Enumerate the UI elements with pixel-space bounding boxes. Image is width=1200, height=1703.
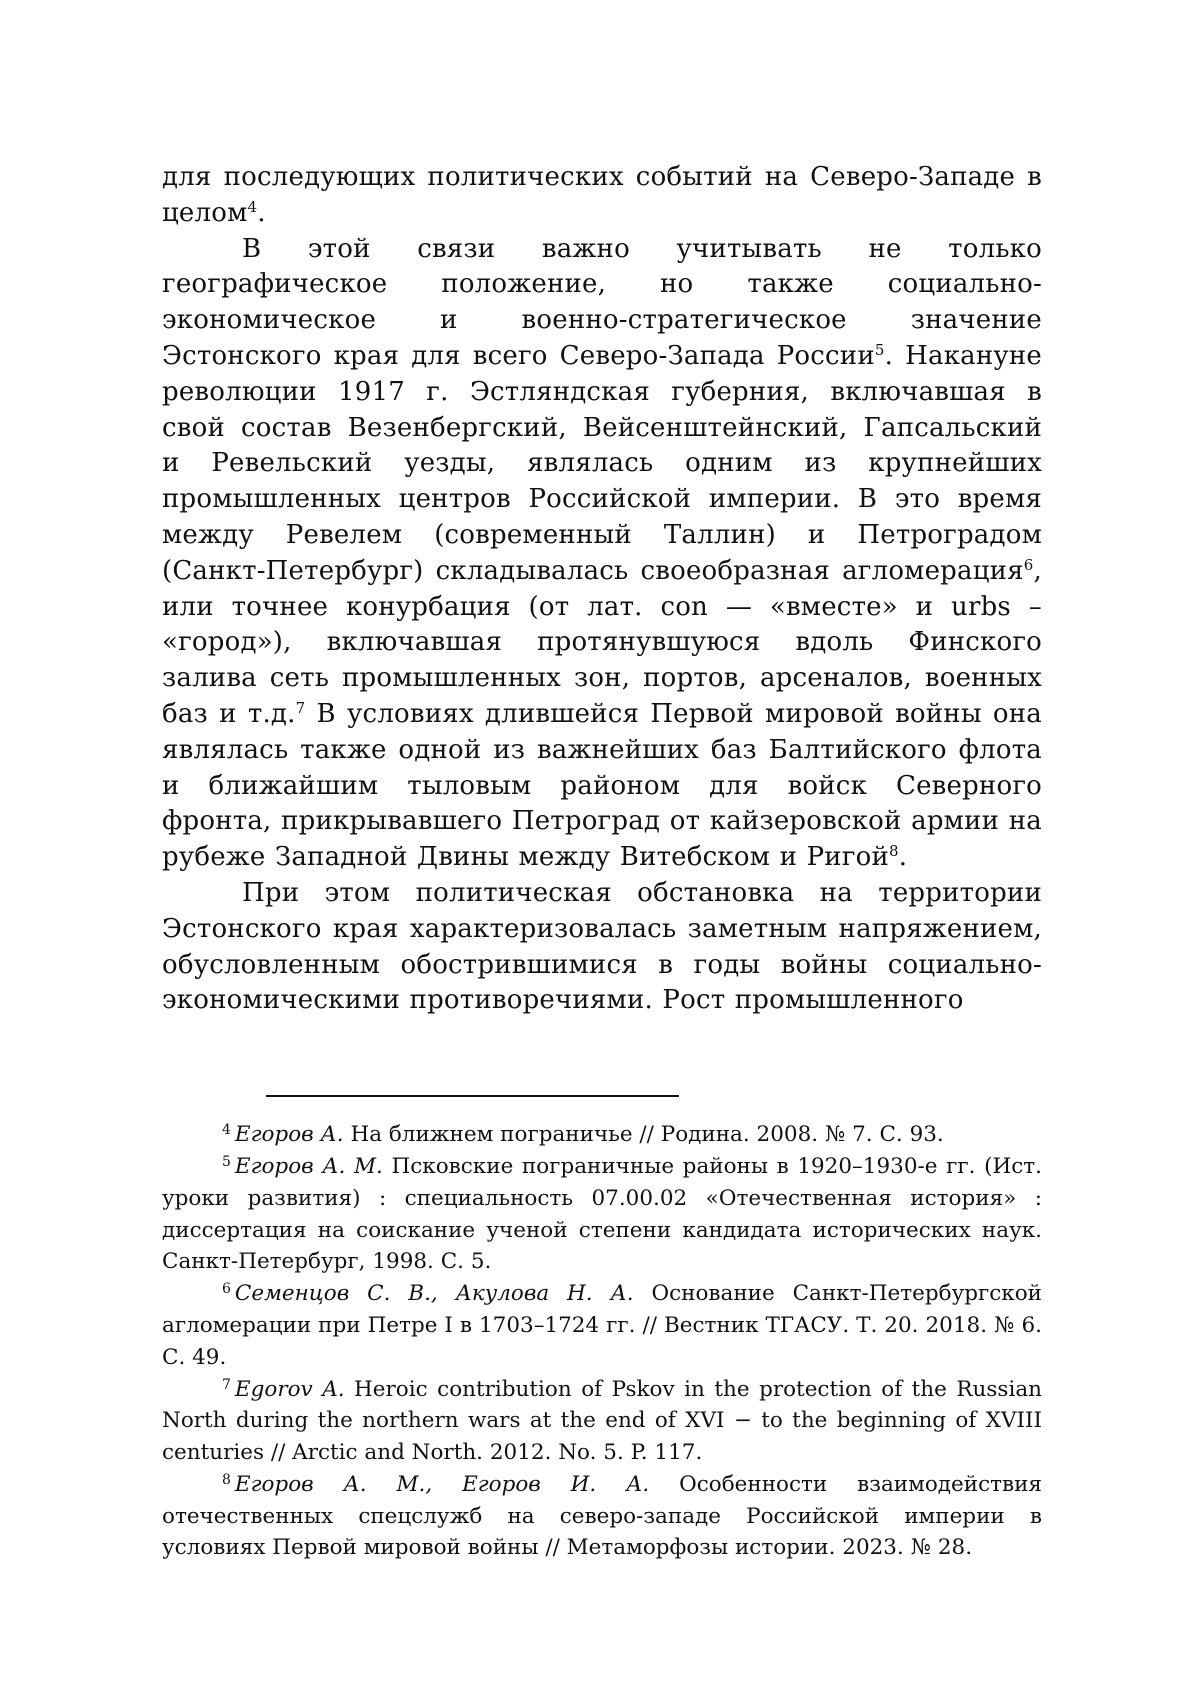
footnote-text: На ближнем пограничье // Родина. 2008. № 7. С. 93. xyxy=(344,1122,944,1147)
footnote-author: Егоров А. М. xyxy=(235,1154,383,1179)
footnote-number: 8 xyxy=(222,1472,231,1488)
footnote xyxy=(162,1278,1042,1373)
paragraph-3-text: При этом политическая обстановка на территории Эстонского края характеризовалась заметным напряжением, обусловленным обострившимися в годы войны социально-экономическими противоречиями. Рост промышленного xyxy=(162,878,1042,1015)
footnote-separator xyxy=(266,1095,679,1097)
paragraph-3 xyxy=(162,876,1042,1019)
footnote-text: Основание Санкт-Петербургской агломерации при Петре I в 1703–1724 гг. // Вестник ТГАСУ. Т. 20. 2018. № 6. С. 49. xyxy=(162,1281,1042,1370)
footnote-ref-6[interactable]: 6 xyxy=(1024,556,1034,574)
paragraph-1-tail: . xyxy=(257,198,265,228)
paragraph-2-text-3: , или точнее конурбация (от лат. con — «вместе» и urbs – «город»), включавшая протянувшуюся вдоль Финского залива сеть промышленных зон, портов, арсеналов, военных баз и т.д. xyxy=(162,556,1042,729)
paragraph-2-text-4: В условиях длившейся Первой мировой войны она являлась также одной из важнейших баз Балтийского флота и ближайшим тыловым районом для войск Северного фронта, прикрывавшего Петроград от кайзеровской армии на рубеже Западной Двины между Витебском и Ригой xyxy=(162,699,1042,872)
footnote-number: 4 xyxy=(222,1122,231,1138)
footnote-number: 7 xyxy=(222,1377,231,1393)
footnote-ref-5[interactable]: 5 xyxy=(875,341,885,359)
footnote-ref-4[interactable]: 4 xyxy=(248,198,258,216)
main-text xyxy=(162,160,1042,1019)
footnote xyxy=(162,1151,1042,1278)
footnote-ref-7[interactable]: 7 xyxy=(296,699,306,717)
paragraph-1-text: для последующих политических событий на Северо-Западе в целом xyxy=(162,162,1042,228)
paragraph-2 xyxy=(162,232,1042,876)
footnote-author: Семенцов С. В., Акулова Н. А. xyxy=(235,1281,634,1306)
footnote xyxy=(162,1374,1042,1469)
footnotes xyxy=(162,1119,1042,1564)
footnote-text: Особенности взаимодействия отечественных спецслужб на северо-западе Российской империи в условиях Первой мировой войны // Метаморфозы истории. 2023. № 28. xyxy=(162,1472,1042,1561)
footnote-number: 5 xyxy=(222,1154,231,1170)
paragraph-2-text-1: В этой связи важно учитывать не только географическое положение, но также социально-экономическое и военно-стратегическое значение Эстонского края для всего Северо-Запада России xyxy=(162,234,1042,371)
footnote-author: Егоров А. xyxy=(235,1122,344,1147)
footnote-ref-8[interactable]: 8 xyxy=(889,842,899,860)
paragraph-2-text-5: . xyxy=(899,842,907,872)
paragraph-1 xyxy=(162,160,1042,232)
footnote-text: Heroic contribution of Pskov in the protection of the Russian North during the northern wars at the end of XVI − to the beginning of XVIII centuries // Arctic and North. 2012. No. 5. P. 117. xyxy=(162,1377,1042,1466)
footnote-author: Егоров А. М., Егоров И. А. xyxy=(235,1472,649,1497)
footnote-text: Псковские пограничные районы в 1920–1930-е гг. (Ист. уроки развития) : специальность 07.00.02 «Отечественная история» : диссертация на соискание ученой степени кандидата исторических наук. Санкт-Петербург, 1998. С. 5. xyxy=(162,1154,1042,1274)
footnote-number: 6 xyxy=(222,1281,231,1297)
footnote xyxy=(162,1119,1042,1151)
footnote-author: Egorov A. xyxy=(235,1377,345,1402)
paragraph-2-text-2: . Накануне революции 1917 г. Эстляндская губерния, включавшая в свой состав Везенбергский, Вейсенштейнский, Гапсальский и Ревельский уезды, являлась одним из крупнейших промышленных центров Российской империи. В это время между Ревелем (современный Таллин) и Петроградом (Санкт-Петербург) складывалась своеобразная агломерация xyxy=(162,341,1042,586)
footnote xyxy=(162,1469,1042,1564)
document-page xyxy=(162,160,1042,1564)
